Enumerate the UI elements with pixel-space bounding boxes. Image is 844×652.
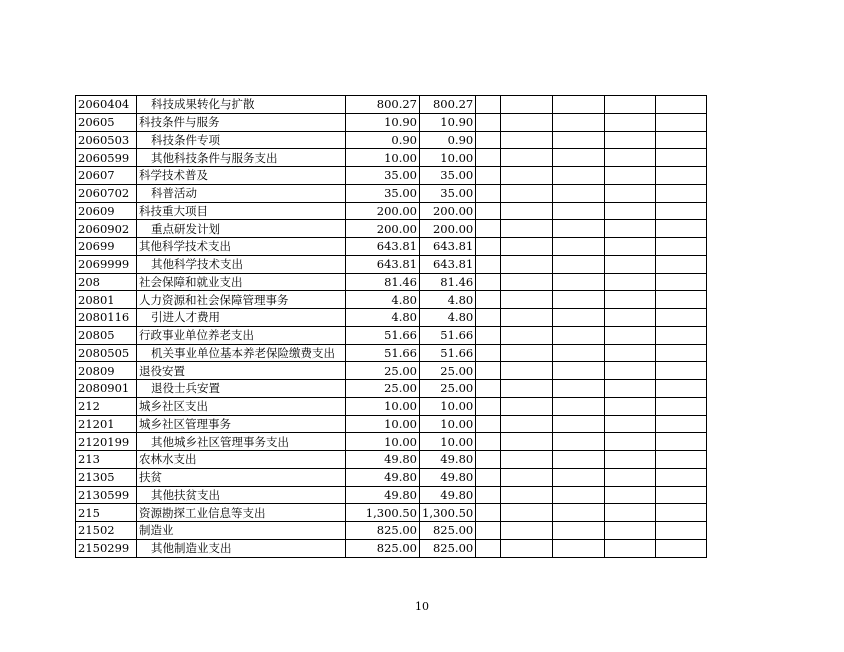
subject-code-cell: 20805 (76, 326, 137, 344)
total-amount-cell: 25.00 (346, 380, 420, 398)
empty-cell (553, 415, 605, 433)
empty-cell (605, 131, 656, 149)
empty-cell (476, 184, 501, 202)
table-row (76, 397, 707, 415)
empty-cell (656, 96, 707, 114)
empty-cell (501, 273, 553, 291)
empty-cell (501, 149, 553, 167)
empty-cell (656, 291, 707, 309)
basic-amount-cell: 800.27 (420, 96, 476, 114)
empty-cell (605, 451, 656, 469)
empty-cell (656, 273, 707, 291)
empty-cell (476, 238, 501, 256)
empty-cell (553, 131, 605, 149)
subject-code-cell: 20609 (76, 202, 137, 220)
empty-cell (656, 468, 707, 486)
empty-cell (553, 291, 605, 309)
subject-name-cell: 城乡社区支出 (137, 397, 346, 415)
table-row (76, 362, 707, 380)
empty-cell (476, 149, 501, 167)
subject-name-cell: 其他扶贫支出 (137, 486, 346, 504)
basic-amount-cell: 10.00 (420, 415, 476, 433)
subject-name-cell: 其他科学技术支出 (137, 255, 346, 273)
empty-cell (553, 309, 605, 327)
basic-amount-cell: 10.00 (420, 433, 476, 451)
empty-cell (553, 149, 605, 167)
subject-name-cell: 重点研发计划 (137, 220, 346, 238)
subject-code-cell: 2069999 (76, 255, 137, 273)
empty-cell (656, 167, 707, 185)
empty-cell (656, 451, 707, 469)
empty-cell (501, 184, 553, 202)
table-row (76, 380, 707, 398)
total-amount-cell: 200.00 (346, 202, 420, 220)
empty-cell (553, 344, 605, 362)
empty-cell (553, 486, 605, 504)
empty-cell (553, 362, 605, 380)
table-row (76, 309, 707, 327)
empty-cell (501, 397, 553, 415)
total-amount-cell: 10.00 (346, 415, 420, 433)
subject-name-cell: 其他制造业支出 (137, 539, 346, 557)
table-row (76, 149, 707, 167)
subject-name-cell: 科技条件专项 (137, 131, 346, 149)
total-amount-cell: 643.81 (346, 255, 420, 273)
empty-cell (553, 326, 605, 344)
empty-cell (605, 184, 656, 202)
empty-cell (553, 113, 605, 131)
empty-cell (476, 326, 501, 344)
total-amount-cell: 49.80 (346, 468, 420, 486)
empty-cell (476, 504, 501, 522)
empty-cell (476, 344, 501, 362)
subject-code-cell: 20699 (76, 238, 137, 256)
basic-amount-cell: 51.66 (420, 326, 476, 344)
empty-cell (501, 326, 553, 344)
empty-cell (476, 380, 501, 398)
table-row (76, 504, 707, 522)
table-row (76, 326, 707, 344)
basic-amount-cell: 25.00 (420, 380, 476, 398)
empty-cell (605, 202, 656, 220)
subject-code-cell: 2060902 (76, 220, 137, 238)
empty-cell (501, 468, 553, 486)
table-body (76, 96, 707, 558)
empty-cell (501, 504, 553, 522)
subject-code-cell: 2120199 (76, 433, 137, 451)
empty-cell (553, 184, 605, 202)
total-amount-cell: 51.66 (346, 344, 420, 362)
subject-code-cell: 2150299 (76, 539, 137, 557)
empty-cell (476, 291, 501, 309)
empty-cell (501, 309, 553, 327)
empty-cell (476, 309, 501, 327)
total-amount-cell: 800.27 (346, 96, 420, 114)
total-amount-cell: 10.00 (346, 433, 420, 451)
empty-cell (656, 113, 707, 131)
empty-cell (553, 380, 605, 398)
empty-cell (501, 220, 553, 238)
subject-code-cell: 215 (76, 504, 137, 522)
basic-amount-cell: 825.00 (420, 522, 476, 540)
subject-name-cell: 其他科学技术支出 (137, 238, 346, 256)
total-amount-cell: 10.00 (346, 397, 420, 415)
subject-code-cell: 213 (76, 451, 137, 469)
empty-cell (553, 522, 605, 540)
total-amount-cell: 49.80 (346, 486, 420, 504)
table-row (76, 539, 707, 557)
basic-amount-cell: 643.81 (420, 238, 476, 256)
empty-cell (656, 415, 707, 433)
basic-amount-cell: 10.00 (420, 397, 476, 415)
empty-cell (553, 539, 605, 557)
empty-cell (476, 539, 501, 557)
empty-cell (476, 433, 501, 451)
empty-cell (656, 131, 707, 149)
subject-name-cell: 科普活动 (137, 184, 346, 202)
empty-cell (656, 539, 707, 557)
empty-cell (501, 415, 553, 433)
subject-name-cell: 资源勘探工业信息等支出 (137, 504, 346, 522)
budget-table (75, 95, 707, 558)
subject-name-cell: 其他城乡社区管理事务支出 (137, 433, 346, 451)
basic-amount-cell: 10.00 (420, 149, 476, 167)
page-number: 10 (415, 600, 429, 613)
empty-cell (605, 539, 656, 557)
basic-amount-cell: 35.00 (420, 184, 476, 202)
basic-amount-cell: 49.80 (420, 486, 476, 504)
empty-cell (656, 504, 707, 522)
subject-name-cell: 科技条件与服务 (137, 113, 346, 131)
total-amount-cell: 35.00 (346, 167, 420, 185)
table-row (76, 131, 707, 149)
empty-cell (605, 486, 656, 504)
basic-amount-cell: 1,300.50 (420, 504, 476, 522)
basic-amount-cell: 35.00 (420, 167, 476, 185)
empty-cell (656, 202, 707, 220)
basic-amount-cell: 200.00 (420, 202, 476, 220)
empty-cell (553, 238, 605, 256)
basic-amount-cell: 51.66 (420, 344, 476, 362)
empty-cell (501, 344, 553, 362)
empty-cell (656, 149, 707, 167)
total-amount-cell: 10.90 (346, 113, 420, 131)
empty-cell (605, 362, 656, 380)
empty-cell (476, 220, 501, 238)
empty-cell (476, 202, 501, 220)
subject-name-cell: 社会保障和就业支出 (137, 273, 346, 291)
table-row (76, 113, 707, 131)
empty-cell (501, 362, 553, 380)
subject-name-cell: 扶贫 (137, 468, 346, 486)
table-row (76, 220, 707, 238)
empty-cell (553, 273, 605, 291)
basic-amount-cell: 0.90 (420, 131, 476, 149)
empty-cell (605, 220, 656, 238)
subject-name-cell: 城乡社区管理事务 (137, 415, 346, 433)
total-amount-cell: 825.00 (346, 522, 420, 540)
empty-cell (656, 238, 707, 256)
subject-name-cell: 人力资源和社会保障管理事务 (137, 291, 346, 309)
empty-cell (476, 255, 501, 273)
subject-code-cell: 20809 (76, 362, 137, 380)
empty-cell (476, 273, 501, 291)
empty-cell (501, 131, 553, 149)
empty-cell (553, 451, 605, 469)
empty-cell (656, 326, 707, 344)
total-amount-cell: 200.00 (346, 220, 420, 238)
empty-cell (553, 504, 605, 522)
table-row (76, 486, 707, 504)
subject-code-cell: 2130599 (76, 486, 137, 504)
basic-amount-cell: 10.90 (420, 113, 476, 131)
empty-cell (501, 238, 553, 256)
basic-amount-cell: 4.80 (420, 309, 476, 327)
subject-name-cell: 机关事业单位基本养老保险缴费支出 (137, 344, 346, 362)
empty-cell (605, 344, 656, 362)
empty-cell (605, 273, 656, 291)
empty-cell (501, 255, 553, 273)
empty-cell (553, 220, 605, 238)
subject-code-cell: 20607 (76, 167, 137, 185)
subject-code-cell: 21502 (76, 522, 137, 540)
empty-cell (501, 522, 553, 540)
empty-cell (605, 291, 656, 309)
empty-cell (476, 397, 501, 415)
total-amount-cell: 51.66 (346, 326, 420, 344)
subject-code-cell: 21305 (76, 468, 137, 486)
subject-name-cell: 行政事业单位养老支出 (137, 326, 346, 344)
basic-amount-cell: 643.81 (420, 255, 476, 273)
empty-cell (553, 96, 605, 114)
total-amount-cell: 643.81 (346, 238, 420, 256)
empty-cell (605, 504, 656, 522)
subject-code-cell: 2080901 (76, 380, 137, 398)
empty-cell (656, 220, 707, 238)
empty-cell (476, 415, 501, 433)
total-amount-cell: 49.80 (346, 451, 420, 469)
basic-amount-cell: 4.80 (420, 291, 476, 309)
empty-cell (476, 362, 501, 380)
subject-name-cell: 其他科技条件与服务支出 (137, 149, 346, 167)
empty-cell (656, 255, 707, 273)
empty-cell (656, 486, 707, 504)
empty-cell (605, 238, 656, 256)
empty-cell (501, 539, 553, 557)
total-amount-cell: 35.00 (346, 184, 420, 202)
empty-cell (501, 167, 553, 185)
empty-cell (476, 468, 501, 486)
subject-code-cell: 212 (76, 397, 137, 415)
subject-name-cell: 科技成果转化与扩散 (137, 96, 346, 114)
subject-name-cell: 退役安置 (137, 362, 346, 380)
empty-cell (553, 167, 605, 185)
empty-cell (656, 184, 707, 202)
total-amount-cell: 825.00 (346, 539, 420, 557)
table-row (76, 184, 707, 202)
subject-code-cell: 21201 (76, 415, 137, 433)
subject-code-cell: 2060503 (76, 131, 137, 149)
total-amount-cell: 81.46 (346, 273, 420, 291)
empty-cell (501, 291, 553, 309)
total-amount-cell: 4.80 (346, 291, 420, 309)
empty-cell (605, 96, 656, 114)
empty-cell (553, 433, 605, 451)
table-row (76, 291, 707, 309)
subject-name-cell: 科学技术普及 (137, 167, 346, 185)
table-row (76, 344, 707, 362)
empty-cell (553, 397, 605, 415)
empty-cell (656, 397, 707, 415)
subject-code-cell: 208 (76, 273, 137, 291)
subject-code-cell: 20801 (76, 291, 137, 309)
table-row (76, 433, 707, 451)
total-amount-cell: 25.00 (346, 362, 420, 380)
empty-cell (476, 451, 501, 469)
total-amount-cell: 1,300.50 (346, 504, 420, 522)
subject-code-cell: 2080505 (76, 344, 137, 362)
empty-cell (476, 486, 501, 504)
empty-cell (605, 397, 656, 415)
subject-name-cell: 引进人才费用 (137, 309, 346, 327)
subject-name-cell: 退役士兵安置 (137, 380, 346, 398)
empty-cell (656, 380, 707, 398)
empty-cell (476, 167, 501, 185)
empty-cell (605, 380, 656, 398)
empty-cell (605, 309, 656, 327)
table-row (76, 468, 707, 486)
empty-cell (605, 468, 656, 486)
empty-cell (553, 202, 605, 220)
basic-amount-cell: 25.00 (420, 362, 476, 380)
empty-cell (605, 149, 656, 167)
subject-name-cell: 科技重大项目 (137, 202, 346, 220)
table-row (76, 202, 707, 220)
empty-cell (553, 468, 605, 486)
empty-cell (605, 326, 656, 344)
empty-cell (476, 131, 501, 149)
empty-cell (656, 362, 707, 380)
empty-cell (501, 451, 553, 469)
empty-cell (476, 96, 501, 114)
empty-cell (476, 113, 501, 131)
total-amount-cell: 10.00 (346, 149, 420, 167)
empty-cell (605, 415, 656, 433)
empty-cell (605, 522, 656, 540)
empty-cell (656, 522, 707, 540)
empty-cell (501, 113, 553, 131)
empty-cell (476, 522, 501, 540)
empty-cell (656, 433, 707, 451)
subject-name-cell: 制造业 (137, 522, 346, 540)
basic-amount-cell: 49.80 (420, 451, 476, 469)
empty-cell (501, 486, 553, 504)
empty-cell (605, 113, 656, 131)
subject-code-cell: 2080116 (76, 309, 137, 327)
empty-cell (501, 202, 553, 220)
subject-code-cell: 20605 (76, 113, 137, 131)
table-row (76, 167, 707, 185)
table-row (76, 415, 707, 433)
total-amount-cell: 4.80 (346, 309, 420, 327)
empty-cell (501, 433, 553, 451)
subject-code-cell: 2060404 (76, 96, 137, 114)
table-row (76, 96, 707, 114)
table-row (76, 451, 707, 469)
table-row (76, 238, 707, 256)
basic-amount-cell: 49.80 (420, 468, 476, 486)
empty-cell (656, 309, 707, 327)
empty-cell (605, 433, 656, 451)
empty-cell (501, 380, 553, 398)
total-amount-cell: 0.90 (346, 131, 420, 149)
empty-cell (553, 255, 605, 273)
subject-code-cell: 2060702 (76, 184, 137, 202)
subject-code-cell: 2060599 (76, 149, 137, 167)
table-row (76, 273, 707, 291)
table-row (76, 255, 707, 273)
empty-cell (605, 255, 656, 273)
basic-amount-cell: 81.46 (420, 273, 476, 291)
subject-name-cell: 农林水支出 (137, 451, 346, 469)
empty-cell (501, 96, 553, 114)
empty-cell (656, 344, 707, 362)
basic-amount-cell: 825.00 (420, 539, 476, 557)
basic-amount-cell: 200.00 (420, 220, 476, 238)
table-row (76, 522, 707, 540)
empty-cell (605, 167, 656, 185)
